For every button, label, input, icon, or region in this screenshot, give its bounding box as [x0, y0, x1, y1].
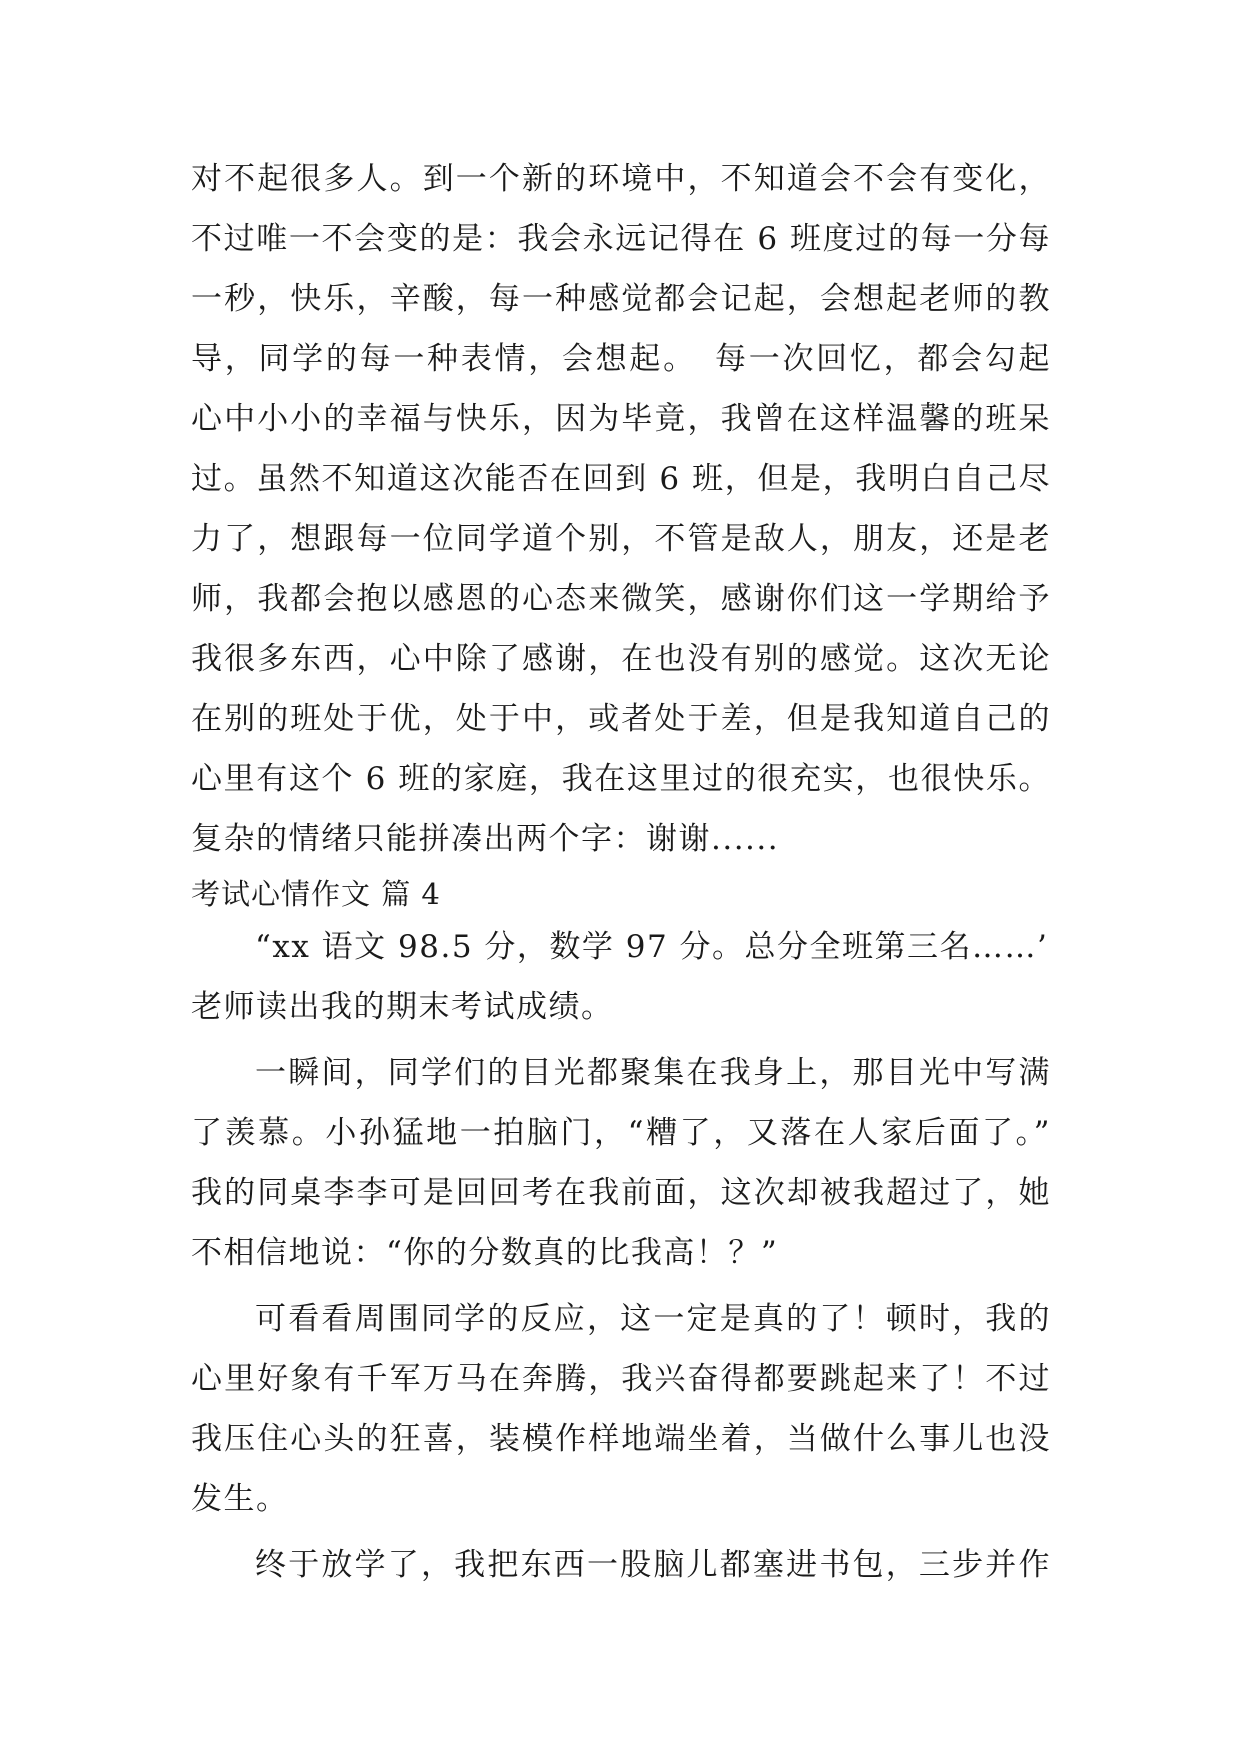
paragraph-line: 了羡慕。小孙猛地一拍脑门，“糟了，又落在人家后面了。” — [191, 1115, 1051, 1151]
paragraph-line: 对不起很多人。到一个新的环境中，不知道会不会有变化， — [191, 161, 1051, 197]
paragraph-line: 复杂的情绪只能拼凑出两个字：谢谢...... — [191, 821, 780, 857]
paragraph-line: 过。虽然不知道这次能否在回到 6 班，但是，我明白自己尽 — [191, 461, 1051, 497]
paragraph-line: “xx 语文 98.5 分，数学 97 分。总分全班第三名……’ — [255, 929, 1049, 965]
section-heading: 考试心情作文 篇 4 — [191, 877, 441, 911]
paragraph-line: 一秒，快乐，辛酸，每一种感觉都会记起，会想起老师的教 — [191, 281, 1051, 317]
paragraph-line: 心中小小的幸福与快乐，因为毕竟，我曾在这样温馨的班呆 — [191, 401, 1051, 437]
paragraph-line: 我的同桌李李可是回回考在我前面，这次却被我超过了，她 — [191, 1175, 1051, 1211]
paragraph-line: 在别的班处于优，处于中，或者处于差，但是我知道自己的 — [191, 701, 1051, 737]
paragraph-line: 师，我都会抱以感恩的心态来微笑，感谢你们这一学期给予 — [191, 581, 1051, 617]
paragraph-line: 发生。 — [191, 1481, 289, 1517]
paragraph-line: 不过唯一不会变的是：我会永远记得在 6 班度过的每一分每 — [191, 221, 1051, 257]
paragraph-line: 心里有这个 6 班的家庭，我在这里过的很充实，也很快乐。 — [191, 761, 1051, 797]
paragraph-line: 一瞬间，同学们的目光都聚集在我身上，那目光中写满 — [255, 1055, 1051, 1091]
paragraph-line: 力了，想跟每一位同学道个别，不管是敌人，朋友，还是老 — [191, 521, 1051, 557]
paragraph-line: 我很多东西，心中除了感谢，在也没有别的感觉。这次无论 — [191, 641, 1051, 677]
document-page — [191, 160, 1051, 1606]
paragraph-line: 老师读出我的期末考试成绩。 — [191, 989, 614, 1025]
paragraph-line: 不相信地说：“你的分数真的比我高！？” — [191, 1235, 779, 1271]
paragraph-line: 导，同学的每一种表情，会想起。 每一次回忆，都会勾起 — [191, 341, 1051, 377]
paragraph-line: 我压住心头的狂喜，装模作样地端坐着，当做什么事儿也没 — [191, 1421, 1051, 1457]
paragraph-line: 可看看周围同学的反应，这一定是真的了！顿时，我的 — [255, 1301, 1051, 1337]
paragraph-line: 心里好象有千军万马在奔腾，我兴奋得都要跳起来了！不过 — [191, 1361, 1051, 1397]
paragraph-line: 终于放学了，我把东西一股脑儿都塞进书包，三步并作 — [255, 1547, 1051, 1583]
